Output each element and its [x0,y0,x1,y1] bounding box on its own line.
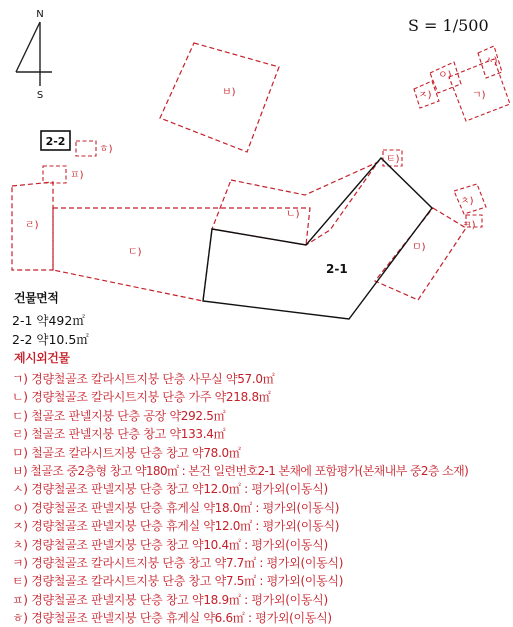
excluded-legend [12,370,468,627]
main-building-label: 2-1 [326,262,348,276]
building-r-label: ㄹ) [25,220,39,231]
building-c-label: ㅊ) [460,196,474,207]
legend-item: ㅌ) 경량철골조 칼라시트지붕 단층 창고 약7.5㎡ : 평가외(이동식) [12,574,344,589]
building-d-outline [53,208,310,301]
building-h-label: ㅎ) [99,144,113,155]
legend-item: ㅎ) 경량철골조 판넬지붕 단층 휴게실 약6.6㎡ : 평가외(이동식) [12,611,332,626]
building-p-outline [43,166,66,183]
legend-item: ㅅ) 경량철골조 판넬지붕 단층 창고 약12.0㎡ : 평가외(이동식) [12,482,328,497]
main-building-outline [203,158,432,319]
building-m-outline [375,208,466,300]
scale-label: S = 1/500 [408,16,489,35]
building-d-label: ㄷ) [128,247,142,258]
excluded-title: 제시외건물 [14,351,70,365]
building-h-outline [76,141,96,156]
legend-item: ㄱ) 경량철골조 칼라시트지붕 단층 사무실 약57.0㎡ [12,372,275,386]
north-label: N [36,9,44,20]
legend-item: ㄹ) 철골조 판넬지붕 단층 창고 약133.4㎡ [12,427,226,442]
north-arrow-icon [16,22,52,86]
building-g-label: ㄱ) [472,90,486,101]
area-row: 2-1 약492㎡ [12,313,85,328]
building-j-label: ㅈ) [418,90,432,101]
legend-item: ㅂ) 철골조 중2층형 창고 약180㎡ : 본건 일련번호2-1 본채에 포함평가(본채내부 중2층 소재) [12,463,469,478]
lot-2-2-label: 2-2 [45,135,66,148]
legend-item: ㄴ) 경량철골조 칼라시트지붕 단층 가주 약218.8㎡ [12,390,271,405]
building-s-label: ㅅ) [484,56,498,67]
legend-item: ㅋ) 경량철골조 칼라시트지붕 단층 창고 약7.7㎡ : 평가외(이동식) [12,555,344,570]
legend-item: ㅊ) 경량철골조 판넬지붕 단층 창고 약10.4㎡ : 평가외(이동식) [12,537,328,552]
building-p-label: ㅍ) [70,170,84,181]
legend-item: ㅍ) 경량철골조 판넬지붕 단층 창고 약18.9㎡ : 평가외(이동식) [12,592,328,607]
legend-item: ㅁ) 철골조 칼라시트지붕 단층 창고 약78.0㎡ [12,445,241,460]
legend-item: ㅇ) 경량철골조 판넬지붕 단층 휴게실 약18.0㎡ : 평가외(이동식) [12,500,340,515]
area-row: 2-2 약10.5㎡ [12,332,89,347]
building-l-label: ㄴ) [286,209,300,220]
legend-item: ㄷ) 철골조 판넬지붕 단층 공장 약292.5㎡ [12,408,226,423]
building-area-list [12,311,89,349]
building-b-label: ㅂ) [222,87,236,98]
building-m-label: ㅁ) [412,242,426,253]
building-t-label: ㅌ) [386,154,400,165]
building-o-label: ㅇ) [438,70,452,81]
south-label: S [36,90,44,101]
building-k-label: ㅋ) [462,220,476,231]
building-b-outline [160,43,279,152]
legend-item: ㅈ) 경량철골조 판넬지붕 단층 휴게실 약12.0㎡ : 평가외(이동식) [12,519,340,534]
building-area-title: 건물면적 [14,291,59,305]
